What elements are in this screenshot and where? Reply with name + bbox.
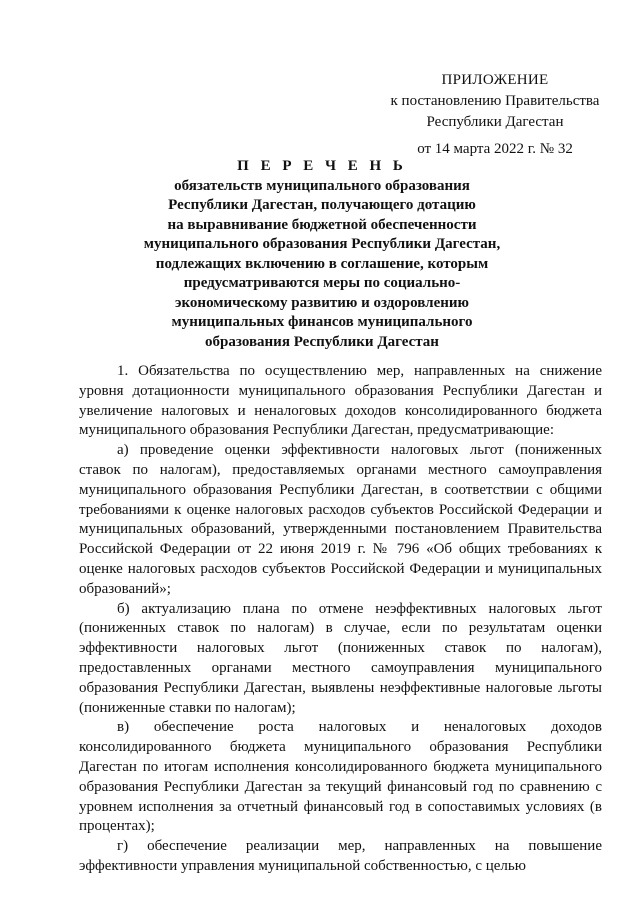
body-text xyxy=(79,362,602,877)
heading-subtitle-line: образования Республики Дагестан xyxy=(205,333,439,350)
heading-subtitle-line: подлежащих включению в соглашение, которым xyxy=(155,255,489,272)
document-heading xyxy=(60,157,584,352)
appendix-title: ПРИЛОЖЕНИЕ xyxy=(441,72,549,88)
heading-subtitle-line: на выравнивание бюджетной обеспеченности xyxy=(167,216,477,233)
appendix-date: от 14 марта 2022 г. № 32 xyxy=(417,141,573,157)
paragraph-item-1b: б) актуализацию плана по отмене неэффективных налоговых льгот (пониженных ставок по налогам) в случае, если по результатам оценки эффективности налоговых льгот (пониженных ставок по налогам), предоставленных органами местного самоуправления муниципального образования Республики Дагестан, выявлены неэффективные налоговые льготы (пониженные ставки по налогам); xyxy=(79,600,602,716)
heading-title: П Е Р Е Ч Е Н Ь xyxy=(237,158,407,174)
heading-subtitle-line: Республики Дагестан, получающего дотацию xyxy=(168,197,476,213)
appendix-line-3: Республики Дагестан xyxy=(426,114,564,130)
heading-subtitle-line: обязательств муниципального образования xyxy=(174,177,470,194)
paragraph-item-1a: а) проведение оценки эффективности налоговых льгот (пониженных ставок по налогам), предоставляемых органами местного самоуправления муниципального образования Республики Дагестан, в соответствии с общими требованиями к оценке налоговых расходов субъектов Российской Федерации и муниципальных образований, утвержденными постановлением Правительства Российской Федерации от 22 июня 2019 г. № 796 «Об общих требованиях к оценке налоговых расходов субъектов Российской Федерации и муниципальных образований»; xyxy=(79,442,602,597)
heading-subtitle-line: экономическому развитию и оздоровлению xyxy=(175,294,469,311)
heading-subtitle-line: муниципального образования Республики Дагестан, xyxy=(143,236,501,252)
heading-subtitle-line: предусматриваются меры по социально- xyxy=(183,275,461,291)
appendix-block xyxy=(380,70,610,160)
paragraph-item-1c: в) обеспечение роста налоговых и неналоговых доходов консолидированного бюджета муниципального образования Республики Дагестан по итогам исполнения консолидированного бюджета муниципального образования Республики Дагестан за текущий финансовый год по сравнению с уровнем исполнения за отчетный финансовый год в сопоставимых условиях (в процентах); xyxy=(79,719,602,835)
appendix-line-2: к постановлению Правительства xyxy=(390,93,600,109)
paragraph-item-1: 1. Обязательства по осуществлению мер, направленных на снижение уровня дотационности муниципального образования Республики Дагестан и увеличение налоговых и неналоговых доходов консолидированного бюджета муниципального образования Республики Дагестан, предусматривающие: xyxy=(79,363,602,439)
paragraph-item-1d: г) обеспечение реализации мер, направленных на повышение эффективности управления муниципальной собственностью, с целью xyxy=(79,838,602,874)
heading-subtitle-line: муниципальных финансов муниципального xyxy=(171,314,473,330)
